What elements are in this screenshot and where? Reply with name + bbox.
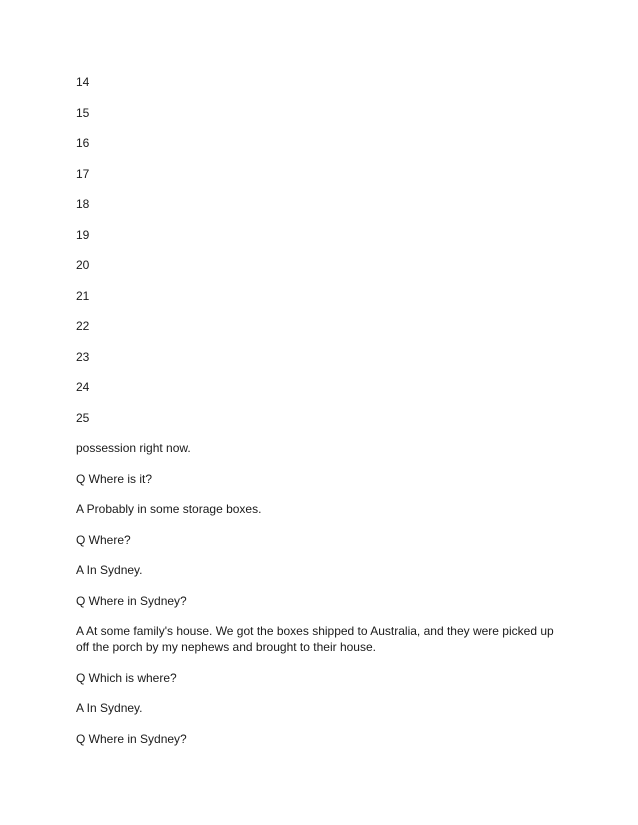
line-number-22: 22 [76,319,90,333]
line-number-17: 17 [76,166,90,181]
line-number-23: 23 [76,349,90,364]
transcript-question: Q Where is it? [76,471,153,486]
line-number-15: 15 [76,105,90,120]
line-number-19: 19 [76,227,90,242]
transcript-content [76,74,566,761]
transcript-question: Q Which is where? [76,670,177,685]
line-number-25: 25 [76,410,90,425]
line-number-21: 21 [76,288,90,303]
line-number-20: 20 [76,258,90,272]
transcript-answer: A At some family's house. We got the boxes shipped to Australia, and they were picked up off the porch by my nephews and brought to their house. [76,624,554,654]
transcript-answer: A In Sydney. [76,701,143,715]
transcript-question: Q Where in Sydney? [76,731,187,746]
line-number-14: 14 [76,75,90,89]
line-number-18: 18 [76,197,90,211]
line-number-24: 24 [76,380,90,394]
transcript-question: Q Where in Sydney? [76,593,187,608]
transcript-question: Q Where? [76,532,131,547]
transcript-paragraph: possession right now. [76,441,191,455]
transcript-answer: A Probably in some storage boxes. [76,502,262,516]
line-number-16: 16 [76,136,90,150]
transcript-answer: A In Sydney. [76,563,143,577]
